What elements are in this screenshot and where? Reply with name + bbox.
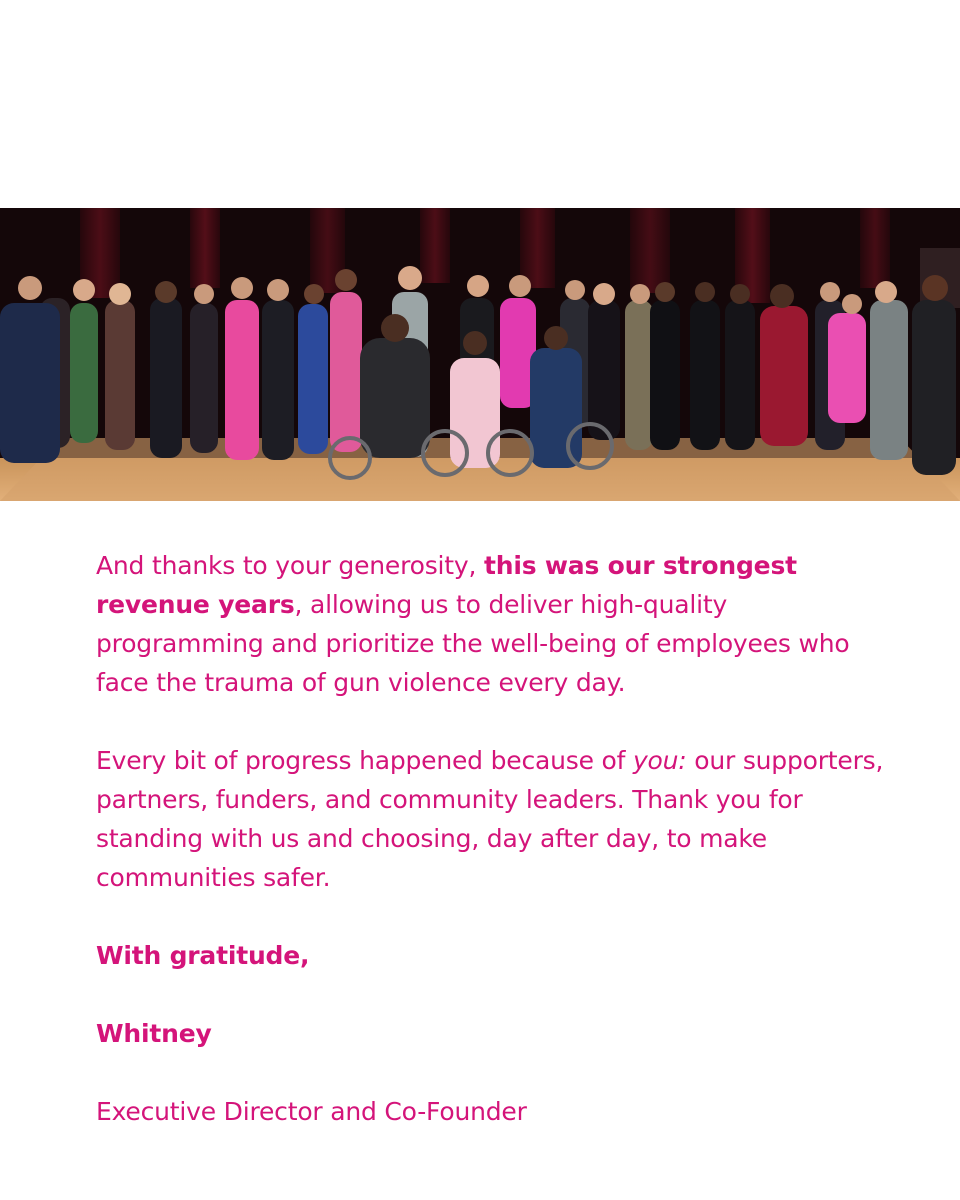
paragraph-generosity-lead: And thanks to your generosity, <box>96 551 484 580</box>
closing-line: With gratitude, <box>96 941 310 970</box>
group-photo <box>0 208 960 501</box>
paragraph-generosity <box>96 546 896 702</box>
paragraph-progress-rest: our supporters, partners, funders, and community leaders. Thank you for standing with us and choosing, day after day, to make communities safer. <box>96 746 884 892</box>
paragraph-progress <box>96 741 896 897</box>
letter-body <box>96 546 896 1170</box>
paragraph-progress-lead: Every bit of progress happened because of <box>96 746 633 775</box>
signer-title: Executive Director and Co-Founder <box>96 1097 527 1126</box>
group-photo-illustration <box>0 208 960 501</box>
signer-name: Whitney <box>96 1019 212 1048</box>
paragraph-generosity-rest: , allowing us to deliver high-quality programming and prioritize the well-being of employees who face the trauma of gun violence every day. <box>96 590 850 697</box>
paragraph-generosity-emphasis: this was our strongest revenue years <box>96 551 797 619</box>
paragraph-progress-italic: you: <box>632 746 687 775</box>
